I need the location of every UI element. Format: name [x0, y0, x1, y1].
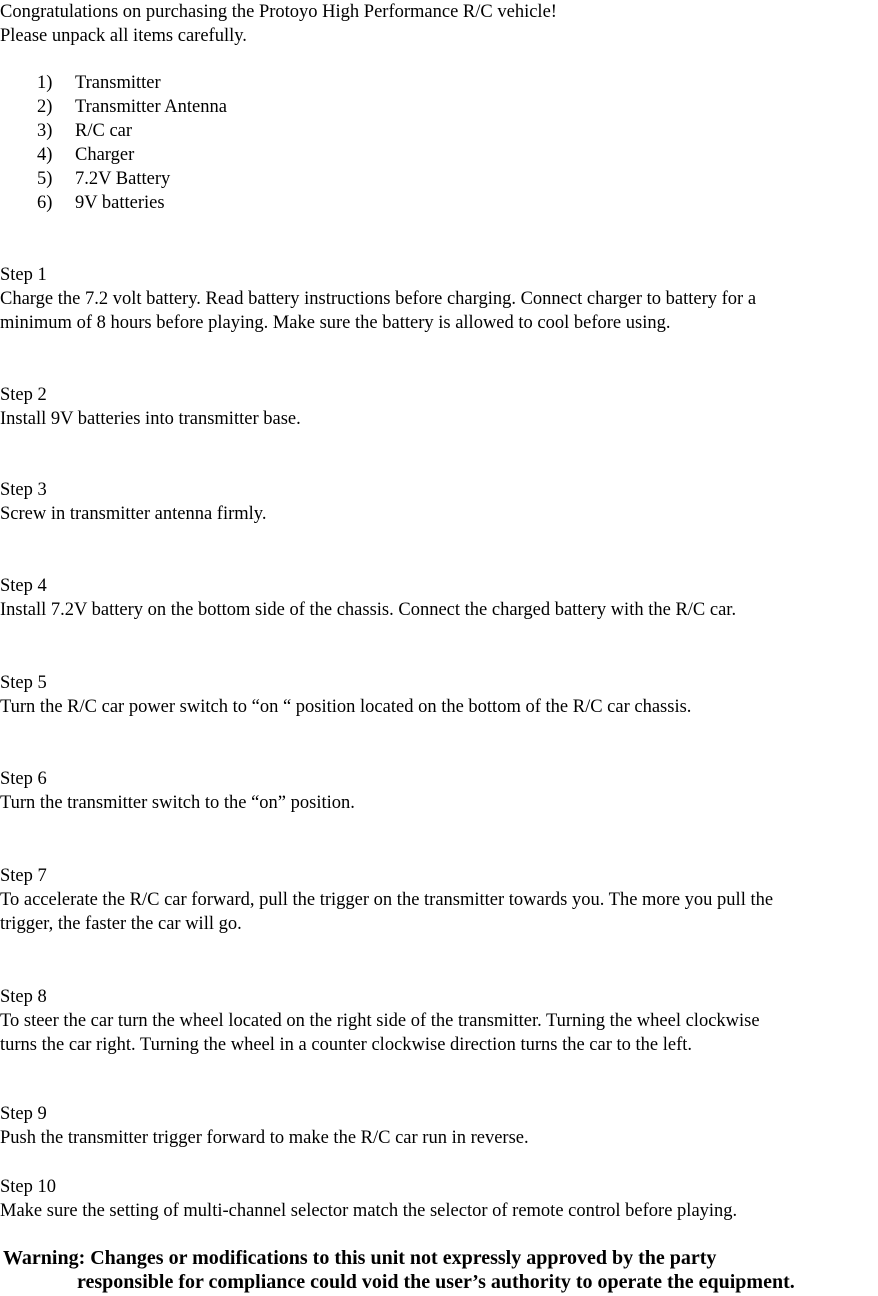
list-item-label: Transmitter: [75, 73, 161, 93]
intro-line-2: Please unpack all items carefully.: [0, 26, 247, 46]
step-9-text-line-1: Push the transmitter trigger forward to make the R/C car run in reverse.: [0, 1128, 529, 1148]
step-10-text-line-1: Make sure the setting of multi-channel selector match the selector of remote control before playing.: [0, 1201, 738, 1221]
step-7-text-line-2: trigger, the faster the car will go.: [0, 914, 242, 934]
step-4-text-line-1: Install 7.2V battery on the bottom side of the chassis. Connect the charged battery with the R/C car.: [0, 600, 737, 620]
step-1-text-line-2: minimum of 8 hours before playing. Make sure the battery is allowed to cool before using.: [0, 313, 671, 333]
list-item-number: 3): [37, 121, 53, 141]
step-1-text-line-1: Charge the 7.2 volt battery. Read battery instructions before charging. Connect charger to battery for a: [0, 289, 757, 309]
list-item-number: 4): [37, 145, 53, 165]
step-3-title: Step 3: [0, 480, 47, 500]
step-7-title: Step 7: [0, 866, 47, 886]
step-3-text-line-1: Screw in transmitter antenna firmly.: [0, 504, 267, 524]
step-5-title: Step 5: [0, 673, 47, 693]
step-4-title: Step 4: [0, 576, 47, 596]
step-6-title: Step 6: [0, 769, 47, 789]
warning-line-1: Warning: Changes or modifications to this unit not expressly approved by the party: [3, 1247, 717, 1269]
step-8-text-line-2: turns the car right. Turning the wheel in a counter clockwise direction turns the car to the left.: [0, 1035, 693, 1055]
list-item-number: 5): [37, 169, 53, 189]
step-5-text-line-1: Turn the R/C car power switch to “on “ position located on the bottom of the R/C car chassis.: [0, 697, 692, 717]
step-9-title: Step 9: [0, 1104, 47, 1124]
step-2-title: Step 2: [0, 385, 47, 405]
list-item-label: Charger: [75, 145, 135, 165]
step-10-title: Step 10: [0, 1177, 57, 1197]
step-7-text-line-1: To accelerate the R/C car forward, pull the trigger on the transmitter towards you. The more you pull the: [0, 890, 774, 910]
step-2-text-line-1: Install 9V batteries into transmitter base.: [0, 409, 301, 429]
list-item-label: 7.2V Battery: [75, 169, 171, 189]
step-8-text-line-1: To steer the car turn the wheel located on the right side of the transmitter. Turning the wheel clockwise: [0, 1011, 760, 1031]
warning-line-2: responsible for compliance could void the user’s authority to operate the equipment.: [77, 1271, 795, 1293]
step-1-title: Step 1: [0, 265, 47, 285]
list-item-number: 6): [37, 193, 53, 213]
list-item-label: 9V batteries: [75, 193, 165, 213]
intro-line-1: Congratulations on purchasing the Protoyo High Performance R/C vehicle!: [0, 2, 557, 22]
list-item-number: 2): [37, 97, 53, 117]
list-item-number: 1): [37, 73, 53, 93]
list-item-label: Transmitter Antenna: [75, 97, 227, 117]
step-6-text-line-1: Turn the transmitter switch to the “on” position.: [0, 793, 355, 813]
step-8-title: Step 8: [0, 987, 47, 1007]
list-item-label: R/C car: [75, 121, 133, 141]
